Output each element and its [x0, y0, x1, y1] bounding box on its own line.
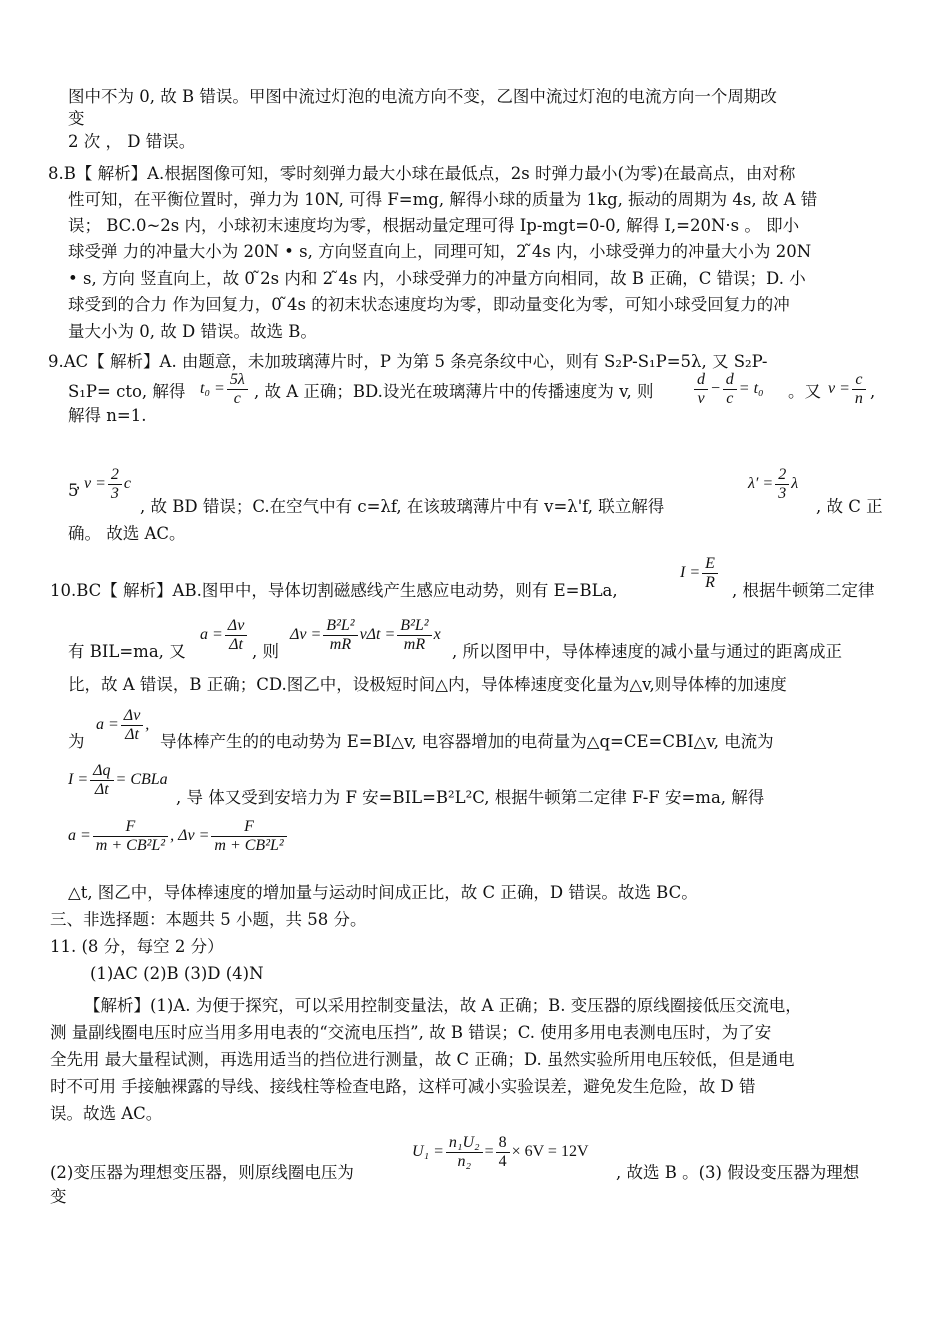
section-heading: 三、非选择题：本题共 5 小题，共 58 分。 [50, 910, 367, 929]
text-line: 9.AC【 解析】A. 由题意，未加玻璃薄片时，P 为第 5 条亮条纹中心，则有 S₂P-S₁P=5λ, 又 S₂P- [48, 352, 768, 371]
text-line: 有 BIL=ma, 又 [68, 642, 186, 661]
text-line: 确。 故选 AC。 [68, 524, 186, 543]
text-line: , 则 [252, 642, 279, 661]
equation-I-dq: I = $\frac{\Delta q}{\Delta t}$ = CBLa [68, 762, 168, 798]
text-line: 2 次 ， D 错误。 [68, 132, 196, 151]
text-line: 【解析】(1)A. 为便于探究，可以采用控制变量法，故 A 正确；B. 变压器的原线圈接低压交流电， [84, 996, 802, 1015]
equation-I-ER: I = $\frac{E}{R}$ [680, 555, 720, 592]
equation-v-2-3c: , v = $\frac{2}{3}$ c [76, 466, 132, 502]
answers-line: (1)AC (2)B (3)D (4)N [90, 964, 264, 983]
text-line: 变 [50, 1187, 67, 1206]
text-line: , 导 体又受到安培力为 F 安=BIL=B²L²C, 根据牛顿第二定律 F-F 安=ma, 解得 [176, 788, 765, 807]
equation-v-cn: v = $\frac{c}{n}$ [828, 371, 868, 408]
equation-a-dvdt: a = $\frac{\Delta v}{\Delta t}$ [200, 617, 249, 654]
text-line: 量大小为 0, 故 D 错误。故选 B。 [68, 322, 317, 341]
text-line: • s, 方向 竖直向上，故 0 ̃2s 内和 2 ̃4s 内，小球受弹力的冲量方向相同，故 B 正确，C 错误；D. 小 [68, 269, 806, 288]
equation-a-dvdt-2: a = $\frac{\Delta v}{\Delta t}$ , [96, 707, 150, 743]
equation-a-F: a = $\frac{F}{\text{m + CB²L²}}$ , Δv = $\frac{F}{\text{m + CB²L²}}$ [68, 818, 289, 855]
text-line: 8.B【 解析】A.根据图像可知，零时刻弹力最大小球在最低点，2s 时弹力最小(为零)在最高点，由对称 [48, 164, 796, 183]
text-line: , 故 C 正 [816, 497, 883, 516]
text-line: (2)变压器为理想变压器，则原线圈电压为 [50, 1163, 354, 1182]
text-line: 全先用 最大量程试测，再选用适当的挡位进行测量，故 C 正确；D. 虽然实验所用电压较低，但是通电 [50, 1050, 795, 1069]
text-line: S₁P= cto, 解得 [68, 382, 186, 401]
text-line: 球受到的合力 作为回复力，0 ̃4s 的初末状态速度均为零，即动量变化为零，可知小球受回复力的冲 [68, 295, 790, 314]
text-line: , 故 BD 错误；C.在空气中有 c=λf, 在该玻璃薄片中有 v=λ'f, 联立解得 [140, 497, 665, 516]
text-line: 11. (8 分，每空 2 分） [50, 937, 224, 956]
text-line: , 所以图甲中，导体棒速度的减小量与通过的距离成正 [452, 642, 842, 661]
text-line: 图中不为 0, 故 B 错误。甲图中流过灯泡的电流方向不变，乙图中流过灯泡的电流方向一个周期改 [68, 87, 777, 106]
text-line: 误； BC.0~2s 内，小球初末速度均为零，根据动量定理可得 Ip-mgt=0-0, 解得 I,=20N·s 。 即小 [68, 216, 800, 235]
text-line: 解得 n=1. [68, 406, 147, 425]
text-line: 性可知，在平衡位置时，弹力为 10N, 可得 F=mg, 解得小球的质量为 1kg, 振动的周期为 4s, 故 A 错 [68, 190, 818, 209]
text-line: 变 [68, 109, 85, 128]
equation-delta-v: Δv = $\frac{\text{B²L²}}{mR}$ vΔt = $\frac{\text{B²L²}}{mR}$ x [290, 617, 441, 653]
text-line: , 故 A 正确；BD.设光在玻璃薄片中的传播速度为 v, 则 [254, 382, 654, 401]
equation-d-over-v: $\frac{d}{v}$ − $\frac{d}{c}$ = t₀ [692, 371, 764, 408]
text-line: 误。故选 AC。 [50, 1104, 163, 1123]
equation-U1: U₁ = $\frac{\text{n₁U₂}}{\text{n₂}}$ = $\frac{8}{4}$ × 6V = 12V [412, 1134, 589, 1170]
text-line: 球受弹 力的冲量大小为 20N • s, 方向竖直向上，同理可知，2 ̃4s 内，小球受弹力的冲量大小为 20N [68, 242, 812, 261]
text-line: 5 [68, 481, 79, 500]
text-line: △t, 图乙中，导体棒速度的增加量与运动时间成正比，故 C 正确，D 错误。故选 BC。 [68, 883, 698, 902]
text-line: , [870, 382, 876, 401]
equation-lambda-prime: λ′ = $\frac{2}{3}$ λ [748, 466, 799, 502]
text-line: , 根据牛顿第二定律 [732, 581, 875, 600]
text-line: 比，故 A 错误，B 正确；CD.图乙中，设极短时间△内，导体棒速度变化量为△v,则导体棒的加速度 [68, 675, 787, 694]
text-line: 时不可用 手接触裸露的导线、接线柱等检查电路，这样可减小实验误差，避免发生危险，故 D 错 [50, 1077, 756, 1096]
text-line: 。又 [788, 382, 821, 401]
text-line: 为 [68, 732, 85, 751]
text-line: 10.BC【 解析】AB.图甲中，导体切割磁感线产生感应电动势，则有 E=BLa, [50, 581, 618, 600]
equation-t0: t₀ = $\frac{5\lambda}{c}$ [200, 371, 250, 408]
text-line: , 故选 B 。(3) 假设变压器为理想 [616, 1163, 860, 1182]
text-line: 导体棒产生的的电动势为 E=BI△v, 电容器增加的电荷量为△q=CE=CBI△v, 电流为 [160, 732, 774, 751]
text-line: 测 量副线圈电压时应当用多用电表的“交流电压挡”, 故 B 错误；C. 使用多用电表测电压时，为了安 [50, 1023, 772, 1042]
